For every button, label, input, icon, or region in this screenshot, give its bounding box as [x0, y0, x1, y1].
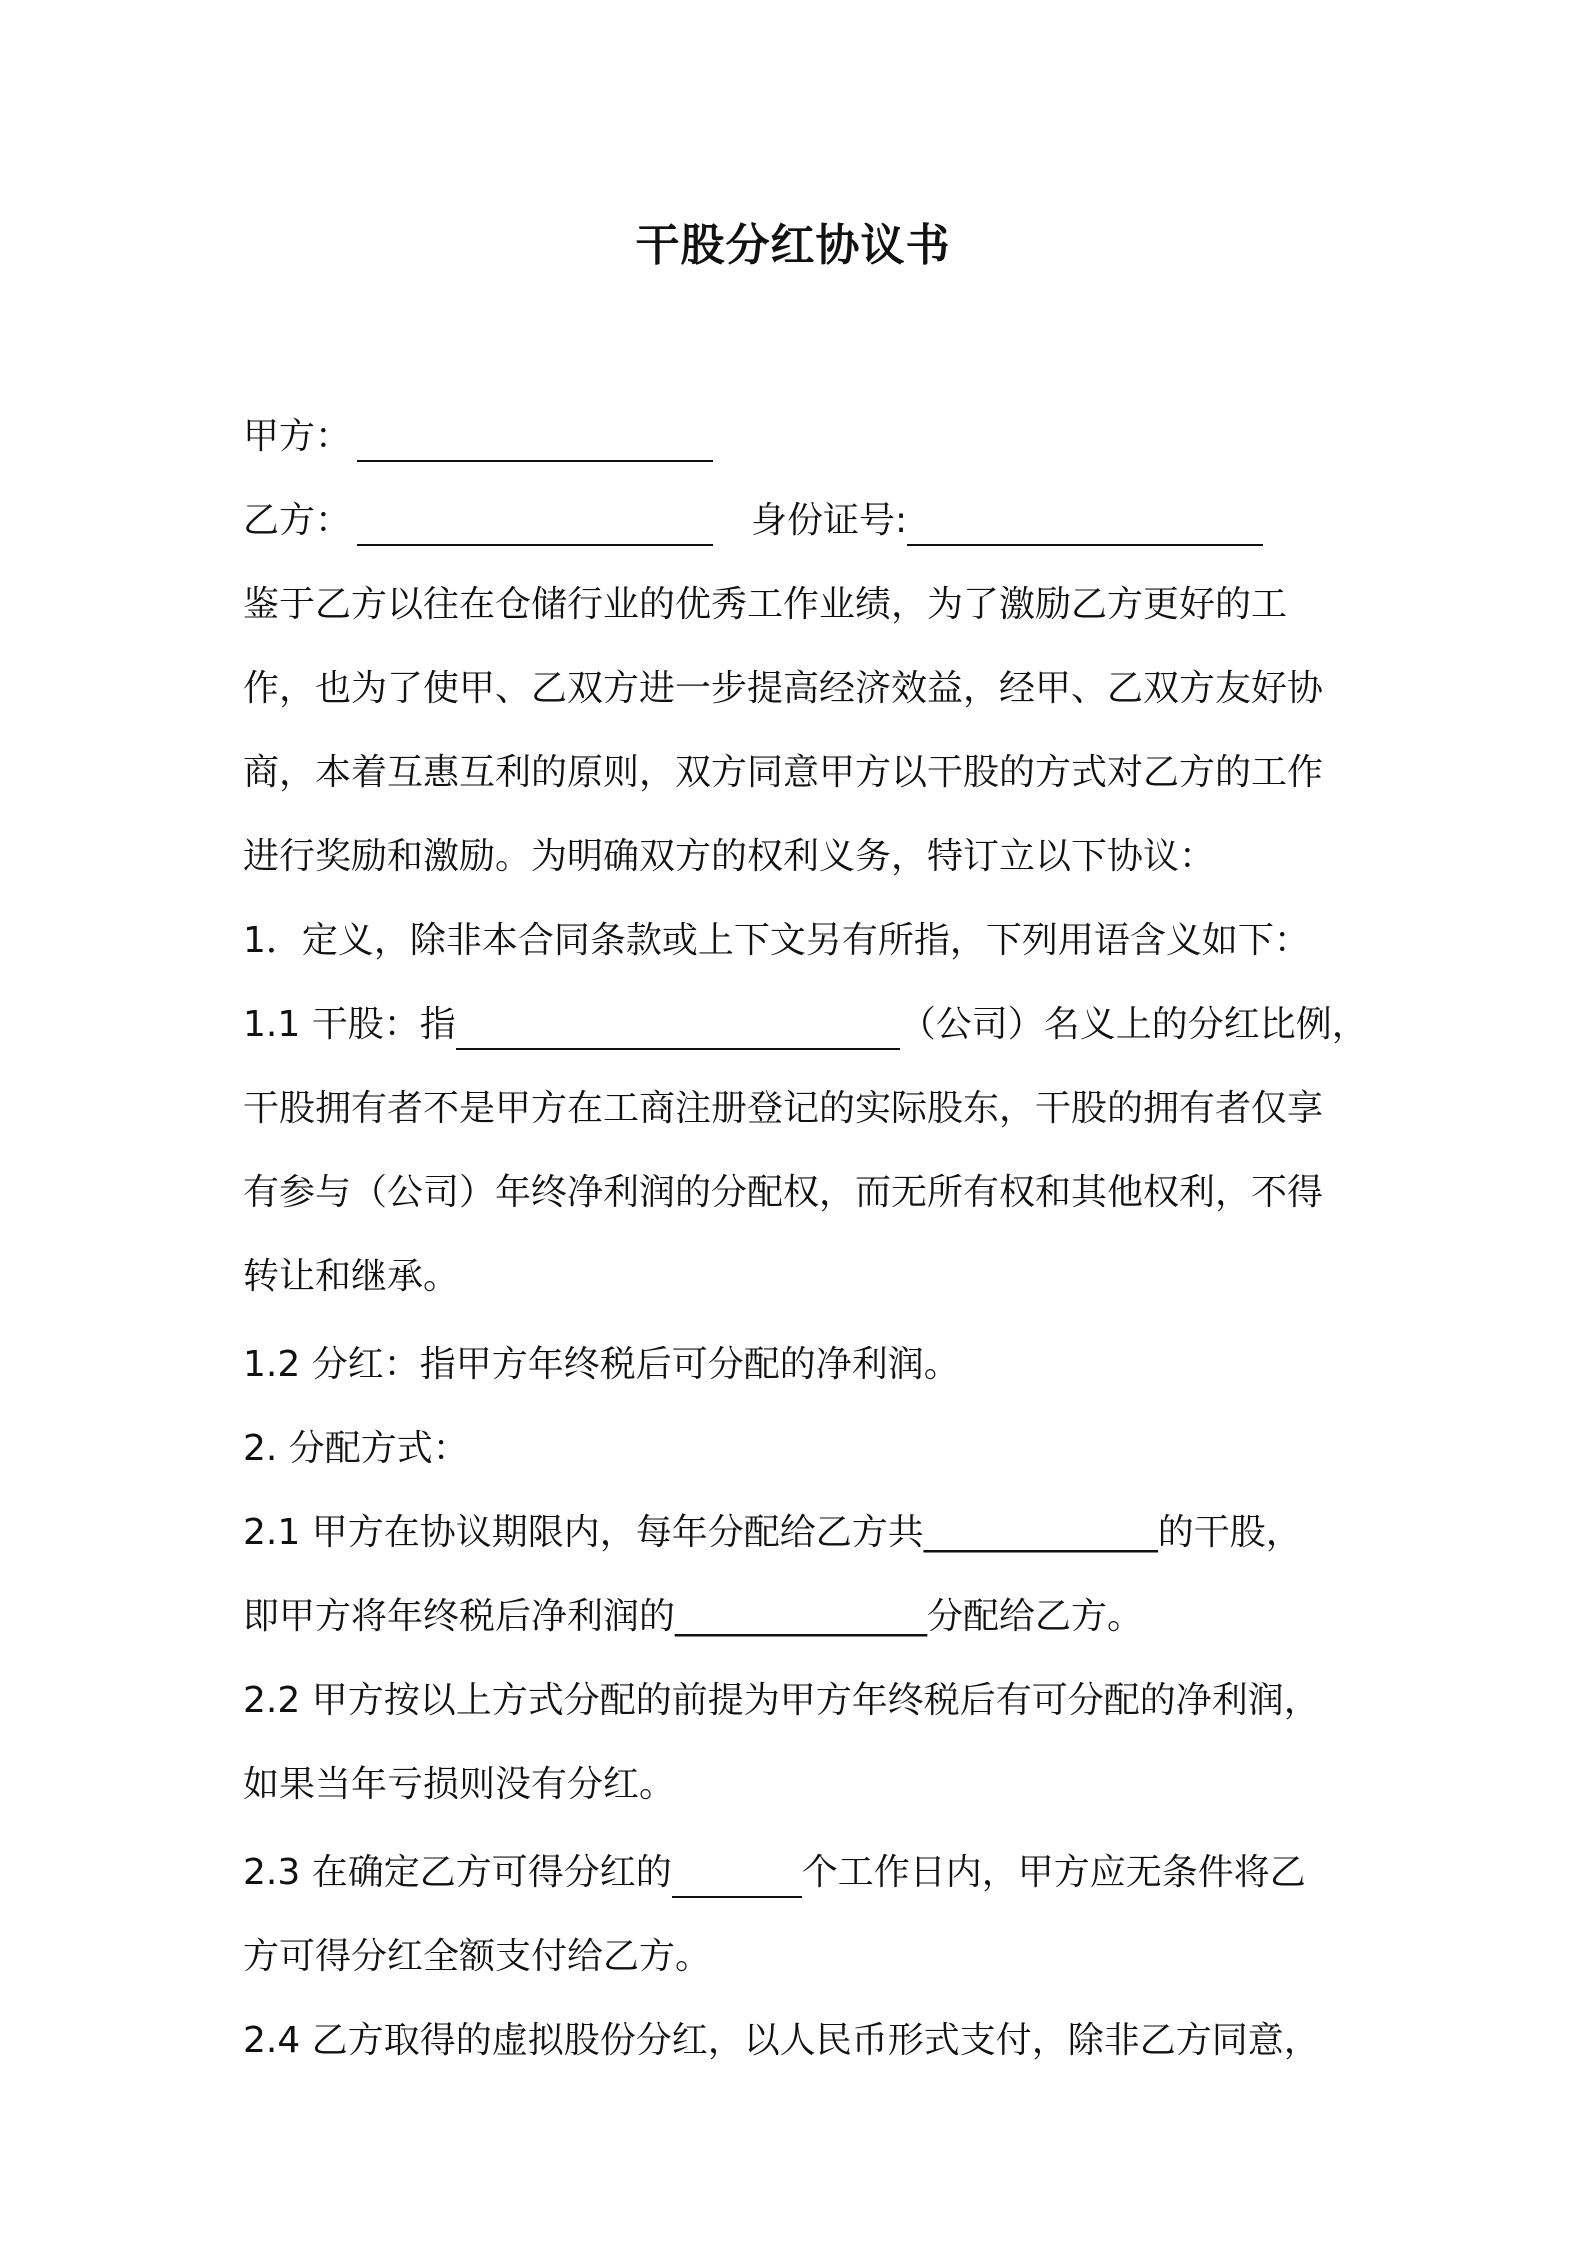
- clause-2-3-suffix: 个工作日内，甲方应无条件将乙: [801, 1852, 1306, 1893]
- clause-2-1-line-1: [243, 1508, 1302, 1558]
- preamble-line-1: 鉴于乙方以往在仓储行业的优秀工作业绩，为了激励乙方更好的工: [243, 584, 1288, 625]
- clause-2-3-line-2: 方可得分红全额支付给乙方。: [243, 1936, 712, 1977]
- section-2-heading: 2. 分配方式：: [243, 1428, 469, 1469]
- party-a-line: [243, 412, 713, 462]
- clause-2-1-suffix: 的干股，: [1157, 1512, 1302, 1553]
- clause-1-1-line-4: 转让和继承。: [243, 1256, 460, 1297]
- clause-2-1-line-2-prefix: 即甲方将年终税后净利润的: [243, 1596, 676, 1637]
- clause-1-1-line-1: [243, 1000, 1368, 1050]
- clause-2-4-line-1: 2.4 乙方取得的虚拟股份分红，以人民币形式支付，除非乙方同意，: [243, 2020, 1320, 2061]
- clause-2-1-line-2: [243, 1592, 1143, 1642]
- preamble-line-4: 进行奖励和激励。为明确双方的权利义务，特订立以下协议：: [243, 836, 1216, 877]
- document-title: 干股分红协议书: [635, 220, 951, 271]
- party-b-label: 乙方：: [243, 500, 352, 541]
- section-1-heading: 1．定义，除非本合同条款或上下文另有所指，下列用语含义如下：: [243, 920, 1310, 961]
- profit-ratio-blank: ______________: [675, 1596, 928, 1637]
- clause-2-1-prefix: 2.1 甲方在协议期限内，每年分配给乙方共: [243, 1512, 924, 1553]
- clause-1-1-line-3: 有参与（公司）年终净利润的分配权，而无所有权和其他权利，不得: [243, 1172, 1324, 1213]
- clause-2-2-line-1: 2.2 甲方按以上方式分配的前提为甲方年终税后有可分配的净利润，: [243, 1680, 1320, 1721]
- party-a-label: 甲方：: [243, 416, 352, 457]
- party-b-blank: [357, 504, 713, 546]
- id-number-label: 身份证号:: [751, 500, 908, 541]
- preamble-line-2: 作，也为了使甲、乙双方进一步提高经济效益，经甲、乙双方友好协: [243, 668, 1324, 709]
- clause-1-1-line-2: 干股拥有者不是甲方在工商注册登记的实际股东，干股的拥有者仅享: [243, 1088, 1324, 1129]
- clause-2-3-line-1: [243, 1848, 1306, 1898]
- clause-2-3-prefix: 2.3 在确定乙方可得分红的: [243, 1852, 672, 1893]
- company-name-blank: [456, 1008, 900, 1050]
- working-days-blank: [672, 1856, 802, 1898]
- party-a-blank: [357, 420, 713, 462]
- id-number-blank: [907, 504, 1263, 546]
- shares-blank: _____________: [923, 1512, 1158, 1553]
- clause-2-1-line-2-suffix: 分配给乙方。: [927, 1596, 1144, 1637]
- party-b-line: [243, 496, 1263, 546]
- preamble-line-3: 商，本着互惠互利的原则，双方同意甲方以干股的方式对乙方的工作: [243, 752, 1324, 793]
- clause-1-2: 1.2 分红：指甲方年终税后可分配的净利润。: [243, 1344, 960, 1385]
- clause-1-1-suffix: （公司）名义上的分红比例，: [899, 1004, 1368, 1045]
- clause-1-1-prefix: 1.1 干股：指: [243, 1004, 456, 1045]
- clause-2-2-line-2: 如果当年亏损则没有分红。: [243, 1764, 676, 1805]
